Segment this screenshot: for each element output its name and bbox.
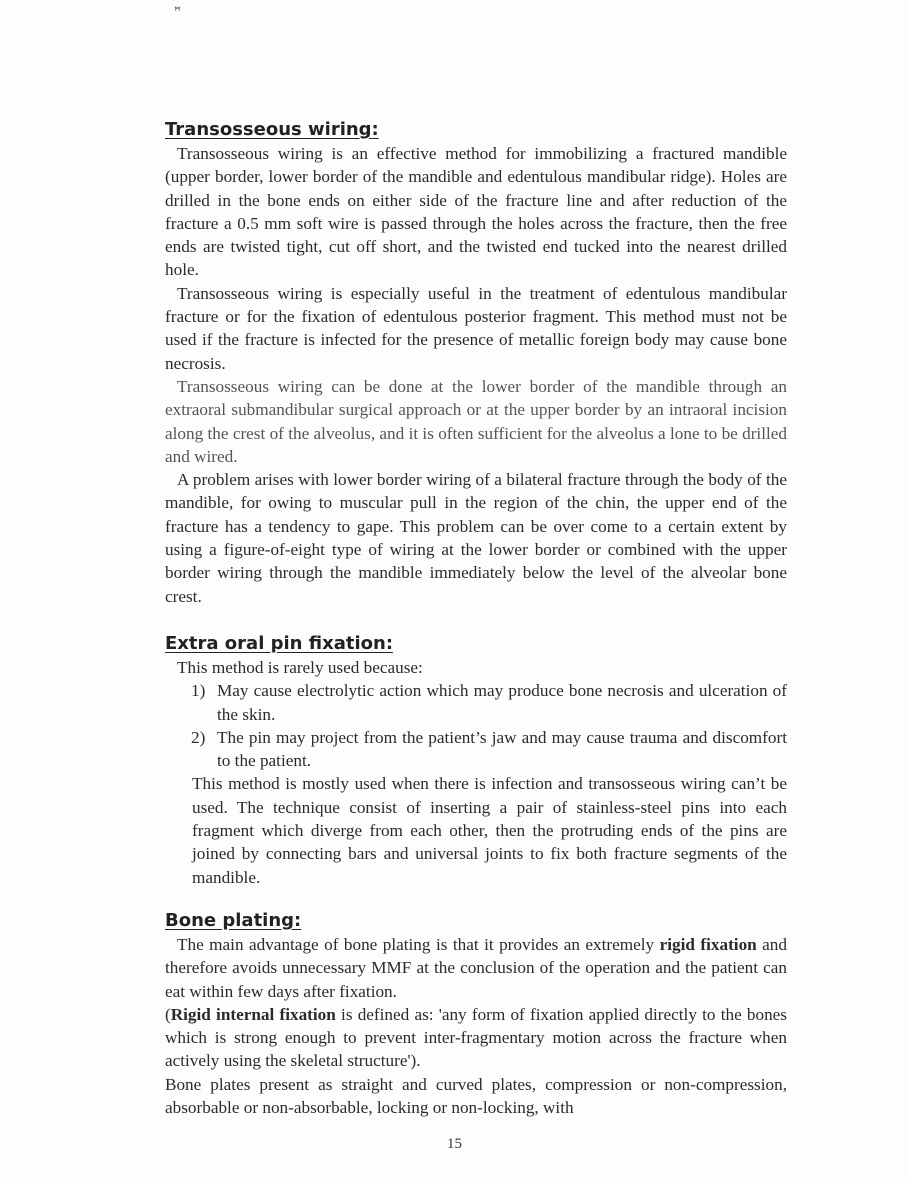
section-extraoral-pin-fixation [165, 632, 787, 889]
paragraph: Transosseous wiring is especially useful in the treatment of edentulous mandibular fracture or for the fixation of edentulous posterior fragment. This method must not be used if the fracture is infected for the presence of metallic foreign body may cause bone necrosis. [165, 283, 787, 373]
paragraph: Transosseous wiring can be done at the lower border of the mandible through an extraoral submandibular surgical approach or at the upper border by an intraoral incision along the crest of the alveolus, and it is often sufficient for the alveolus a lone to be drilled and wired. [165, 376, 787, 466]
intro-text: This method is rarely used because: [177, 657, 423, 677]
bold-term: rigid fixation [659, 934, 757, 954]
text-run: The main advantage of bone plating is that it provides an extremely [177, 934, 660, 954]
list-item [165, 679, 787, 726]
paragraph: Transosseous wiring is an effective method for immobilizing a fractured mandible (upper border, lower border of the mandible and edentulous mandibular ridge). Holes are drilled in the bone ends on either side of the fracture line and after reduction of the fracture a 0.5 mm soft wire is passed through the holes across the fracture, then the free ends are twisted tight, cut off short, and the twisted end tucked into the nearest drilled hole. [165, 144, 787, 280]
page-number: 15 [447, 1136, 462, 1152]
paragraph [165, 1003, 787, 1073]
list-item-number: 1) [191, 681, 206, 701]
section-heading-extraoral: Extra oral pin fixation: [165, 632, 394, 654]
paragraph: A problem arises with lower border wiring of a bilateral fracture through the body of the mandible, for owing to muscular pull in the region of the chin, the upper end of the fracture has a tendency to gape. This problem can be over come to a certain extent by using a figure-of-eight type of wiring at the lower border or combined with the upper border wiring through the mandible immediately below the level of the alveolar bone crest. [165, 470, 787, 606]
section-heading-bone-plating: Bone plating: [165, 909, 302, 931]
scan-artifact-mark: ꟸ [174, 4, 180, 18]
section-heading-transosseous: Transosseous wiring: [165, 119, 379, 140]
paragraph: Bone plates present as straight and curved plates, compression or non-compression, absorbable or non-absorbable, locking or non-locking, with [165, 1074, 787, 1117]
list-item [165, 726, 787, 773]
bold-term: Rigid internal fixation [170, 1004, 336, 1024]
list-item-text: The pin may project from the patient’s jaw and may cause trauma and discomfort to the patient. [217, 727, 787, 771]
section-transosseous-wiring [165, 118, 787, 608]
text-run: and therefore avoids unnecessary MMF at the conclusion of the operation and the patient can eat within few days after fixation. [165, 934, 787, 1001]
paragraph: This method is mostly used when there is infection and transosseous wiring can’t be used. The technique consist of inserting a pair of stainless-steel pins into each fragment which diverge from each other, then the protruding ends of the pins are joined by connecting bars and universal joints to fix both fracture segments of the mandible. [192, 774, 787, 887]
section-bone-plating [165, 909, 787, 1119]
paragraph [165, 933, 787, 1003]
page-content [165, 118, 787, 1119]
text-run: is defined as: 'any form of fixation applied directly to the bones which is strong enough to prevent inter-fragmentary motion across the fracture when actively using the skeletal structure'). [165, 1004, 787, 1071]
list-item-text: May cause electrolytic action which may produce bone necrosis and ulceration of the skin. [217, 681, 787, 724]
text-run: ( [165, 1004, 171, 1024]
list-item-number: 2) [191, 727, 206, 747]
numbered-list [165, 679, 787, 772]
